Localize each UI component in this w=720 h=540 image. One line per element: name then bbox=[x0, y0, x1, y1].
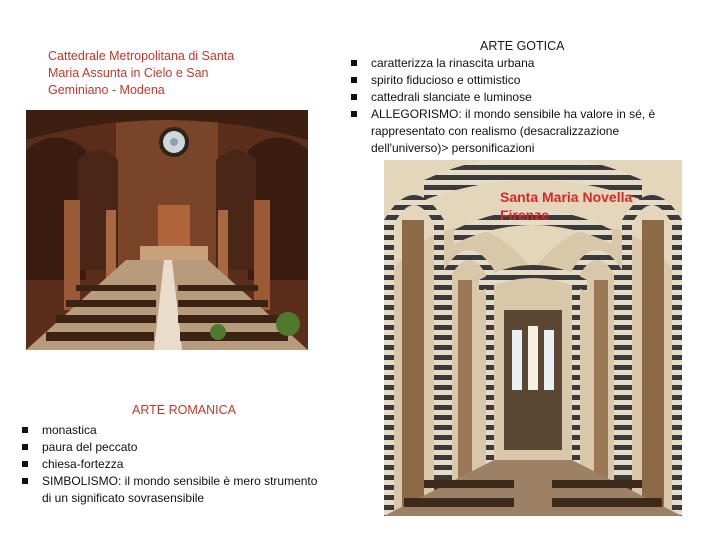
square-bullet-icon bbox=[22, 444, 28, 450]
gothic-heading: ARTE GOTICA bbox=[480, 39, 565, 53]
square-bullet-icon bbox=[22, 461, 28, 467]
square-bullet-icon bbox=[351, 60, 357, 66]
list-item: caratterizza la rinascita urbana bbox=[351, 55, 681, 72]
santa-maria-novella-caption: Santa Maria Novella Firenze bbox=[500, 189, 633, 223]
modena-cathedral-photo bbox=[26, 110, 308, 350]
square-bullet-icon bbox=[351, 111, 357, 117]
list-item: SIMBOLISMO: il mondo sensibile è mero strumento di un significato sovrasensibile bbox=[22, 473, 318, 507]
romanesque-heading: ARTE ROMANICA bbox=[132, 403, 236, 417]
list-item: cattedrali slanciate e luminose bbox=[351, 89, 681, 106]
santa-maria-novella-photo bbox=[384, 160, 682, 516]
square-bullet-icon bbox=[22, 478, 28, 484]
square-bullet-icon bbox=[351, 77, 357, 83]
modena-caption: Cattedrale Metropolitana di Santa Maria Assunta in Cielo e San Geminiano - Modena bbox=[48, 49, 235, 97]
list-item: chiesa-fortezza bbox=[22, 456, 318, 473]
square-bullet-icon bbox=[22, 427, 28, 433]
list-item: spirito fiducioso e ottimistico bbox=[351, 72, 681, 89]
list-item: paura del peccato bbox=[22, 439, 318, 456]
list-item: ALLEGORISMO: il mondo sensibile ha valore in sé, è rappresentato con realismo (desacralizzazione dell'universo)> personificazioni bbox=[351, 106, 681, 157]
list-item: monastica bbox=[22, 422, 318, 439]
square-bullet-icon bbox=[351, 94, 357, 100]
romanesque-list bbox=[22, 422, 318, 507]
gothic-list bbox=[351, 55, 681, 157]
